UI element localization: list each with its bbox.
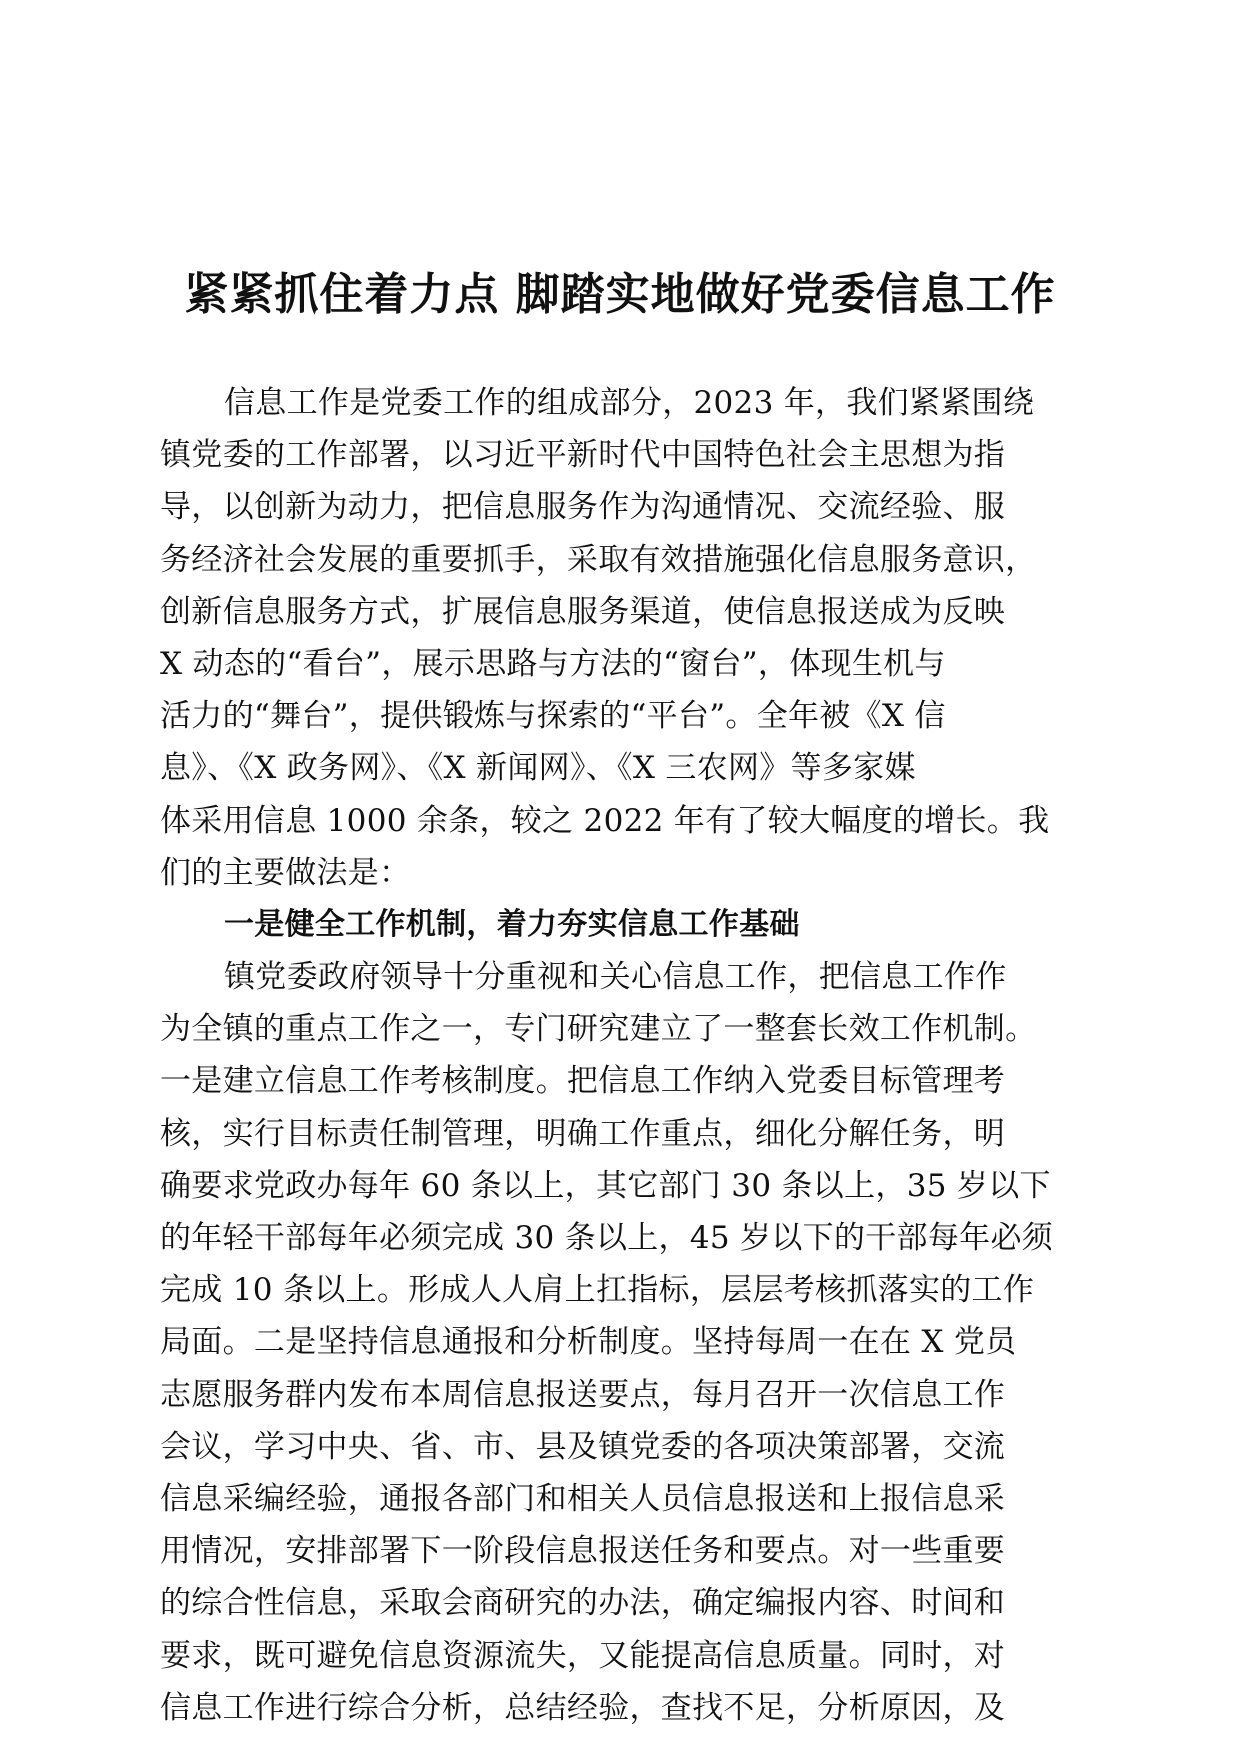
paragraph-line: 信息工作是党委工作的组成部分，2023 年，我们紧紧围绕 — [224, 385, 1035, 421]
document-body — [160, 377, 1080, 1734]
paragraph-line: 们的主要做法是： — [160, 854, 411, 891]
paragraph-line: 局面。二是坚持信息通报和分析制度。坚持每周一在在 X 党员 — [160, 1324, 1017, 1361]
paragraph-line: 信息工作进行综合分析，总结经验，查找不足，分析原因，及 — [160, 1689, 1006, 1726]
paragraph-line: 一是建立信息工作考核制度。把信息工作纳入党委目标管理考 — [160, 1063, 1006, 1100]
paragraph-line: 确要求党政办每年 60 条以上，其它部门 30 条以上，35 岁以下 — [160, 1167, 1051, 1204]
paragraph-line: 为全镇的重点工作之一，专门研究建立了一整套长效工作机制。 — [160, 1011, 1037, 1048]
paragraph-line: 务经济社会发展的重要抓手，采取有效措施强化信息服务意识， — [160, 541, 1037, 578]
paragraph-line: 用情况，安排部署下一阶段信息报送任务和要点。对一些重要 — [160, 1533, 1006, 1570]
paragraph-line: 完成 10 条以上。形成人人肩上扛指标，层层考核抓落实的工作 — [160, 1272, 1035, 1309]
document-title: 紧紧抓住着力点 脚踏实地做好党委信息工作 — [184, 269, 1056, 320]
paragraph-line: 要求，既可避免信息资源流失，又能提高信息质量。同时，对 — [160, 1637, 1006, 1674]
paragraph-line: 镇党委的工作部署，以习近平新时代中国特色社会主思想为指 — [160, 437, 1006, 474]
paragraph-line: 会议，学习中央、省、市、县及镇党委的各项决策部署，交流 — [160, 1428, 1006, 1465]
paragraph-line: 核，实行目标责任制管理，明确工作重点，细化分解任务，明 — [160, 1115, 1006, 1152]
paragraph-line: 的综合性信息，采取会商研究的办法，确定编报内容、时间和 — [160, 1585, 1006, 1622]
paragraph-line: 息》、《X 政务网》、《X 新闻网》、《X 三农网》等多家媒 — [160, 750, 916, 787]
paragraph-line: 信息采编经验，通报各部门和相关人员信息报送和上报信息采 — [160, 1480, 1006, 1517]
section-heading: 一是健全工作机制，着力夯实信息工作基础 — [224, 906, 800, 942]
paragraph-line: 志愿服务群内发布本周信息报送要点，每月召开一次信息工作 — [160, 1376, 1006, 1413]
paragraph-line: X 动态的“看台”，展示思路与方法的“窗台”，体现生机与 — [160, 645, 946, 682]
paragraph-line: 体采用信息 1000 余条，较之 2022 年有了较大幅度的增长。我 — [160, 802, 1050, 839]
paragraph-line: 导，以创新为动力，把信息服务作为沟通情况、交流经验、服 — [160, 489, 1006, 526]
paragraph-line: 创新信息服务方式，扩展信息服务渠道，使信息报送成为反映 — [160, 593, 1006, 630]
paragraph-line: 活力的“舞台”，提供锻炼与探索的“平台”。全年被《X 信 — [160, 698, 946, 735]
paragraph-line: 的年轻干部每年必须完成 30 条以上，45 岁以下的干部每年必须 — [160, 1220, 1054, 1256]
paragraph-line: 镇党委政府领导十分重视和关心信息工作，把信息工作作 — [224, 959, 1007, 996]
